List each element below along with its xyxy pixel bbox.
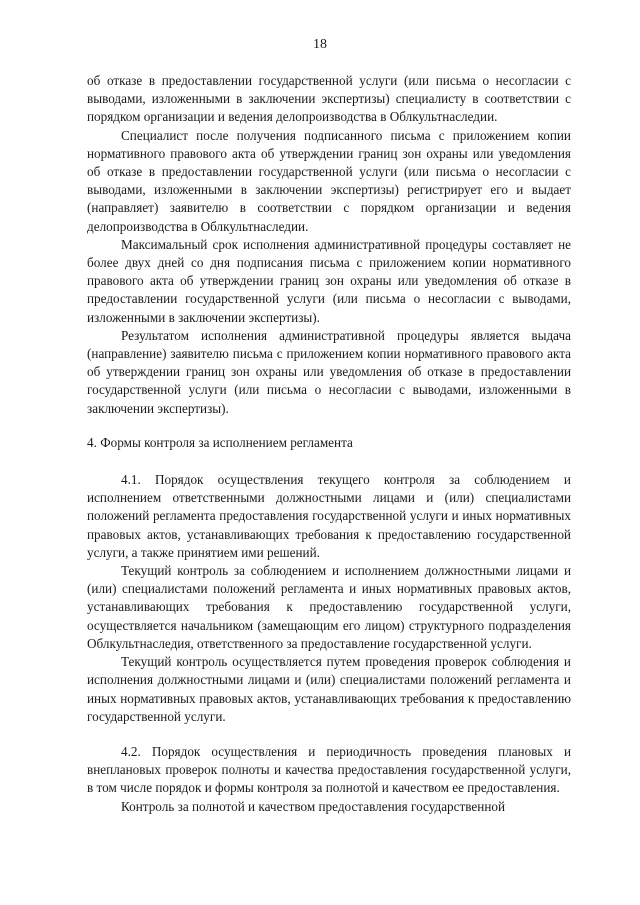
paragraph: 4.1. Порядок осуществления текущего контроля за соблюдением и исполнением ответственными должностными лицами и (или) специалистами положений регламента предоставления государственной услуги и иных нормативных правовых актов, устанавливающих требования к предоставлению государственной услуги, а также принятием ими решений. bbox=[87, 472, 571, 560]
page-number: 18 bbox=[313, 37, 327, 52]
paragraph-truncated: Контроль за полнотой и качеством предоставления государственной bbox=[121, 798, 506, 814]
paragraph: Специалист после получения подписанного письма с приложением копии нормативного правового акта об утверждении границ зон охраны или уведомления об отказе в предоставлении государственной услуги (или письма о несогласии с выводами, изложенными в заключении экспертизы) регистрирует его и выдает (направляет) заявителю в соответствии с порядком организации и ведения делопроизводства в Облкультнаследии. bbox=[87, 127, 571, 234]
section-heading: 4. Формы контроля за исполнением регламента bbox=[87, 434, 353, 450]
paragraph: Текущий контроль осуществляется путем проведения проверок соблюдения и исполнения должностными лицами и (или) специалистами положений регламента и иных нормативных правовых актов, устанавливающих требования к предоставлению государственной услуги. bbox=[87, 654, 571, 724]
paragraph-continuation: об отказе в предоставлении государственной услуги (или письма о несогласии с выводами, изложенными в заключении экспертизы) специалисту в соответствии с порядком организации и ведения делопроизводства в Облкультнаследии. bbox=[87, 73, 571, 125]
paragraph: 4.2. Порядок осуществления и периодичность проведения плановых и внеплановых проверок полноты и качества предоставления государственной услуги, в том числе порядок и формы контроля за полнотой и качеством ее предоставления. bbox=[87, 743, 571, 796]
document-body bbox=[87, 72, 571, 816]
paragraph: Текущий контроль за соблюдением и исполнением должностными лицами и (или) специалистами положений регламента и иных нормативных правовых актов, устанавливающих требования к предоставлению государственной услуги, осуществляется начальником (замещающим его лицом) структурного подразделения Облкультнаследия, ответственного за предоставление государственной услуги. bbox=[87, 563, 571, 651]
paragraph: Результатом исполнения административной процедуры является выдача (направление) заявителю письма с приложением копии нормативного правового акта об утверждении границ зон охраны или уведомления об отказе в предоставлении государственной услуги (или письма о несогласии с выводами, изложенными в заключении экспертизы). bbox=[87, 327, 571, 416]
paragraph: Максимальный срок исполнения административной процедуры составляет не более двух дней со дня подписания письма с приложением копии нормативного правового акта об утверждении границ зон охраны или уведомления об отказе в предоставлении государственной услуги (или письма о несогласии с выводами, изложенными в заключении экспертизы). bbox=[87, 236, 571, 325]
paragraph-spacer bbox=[87, 726, 571, 743]
